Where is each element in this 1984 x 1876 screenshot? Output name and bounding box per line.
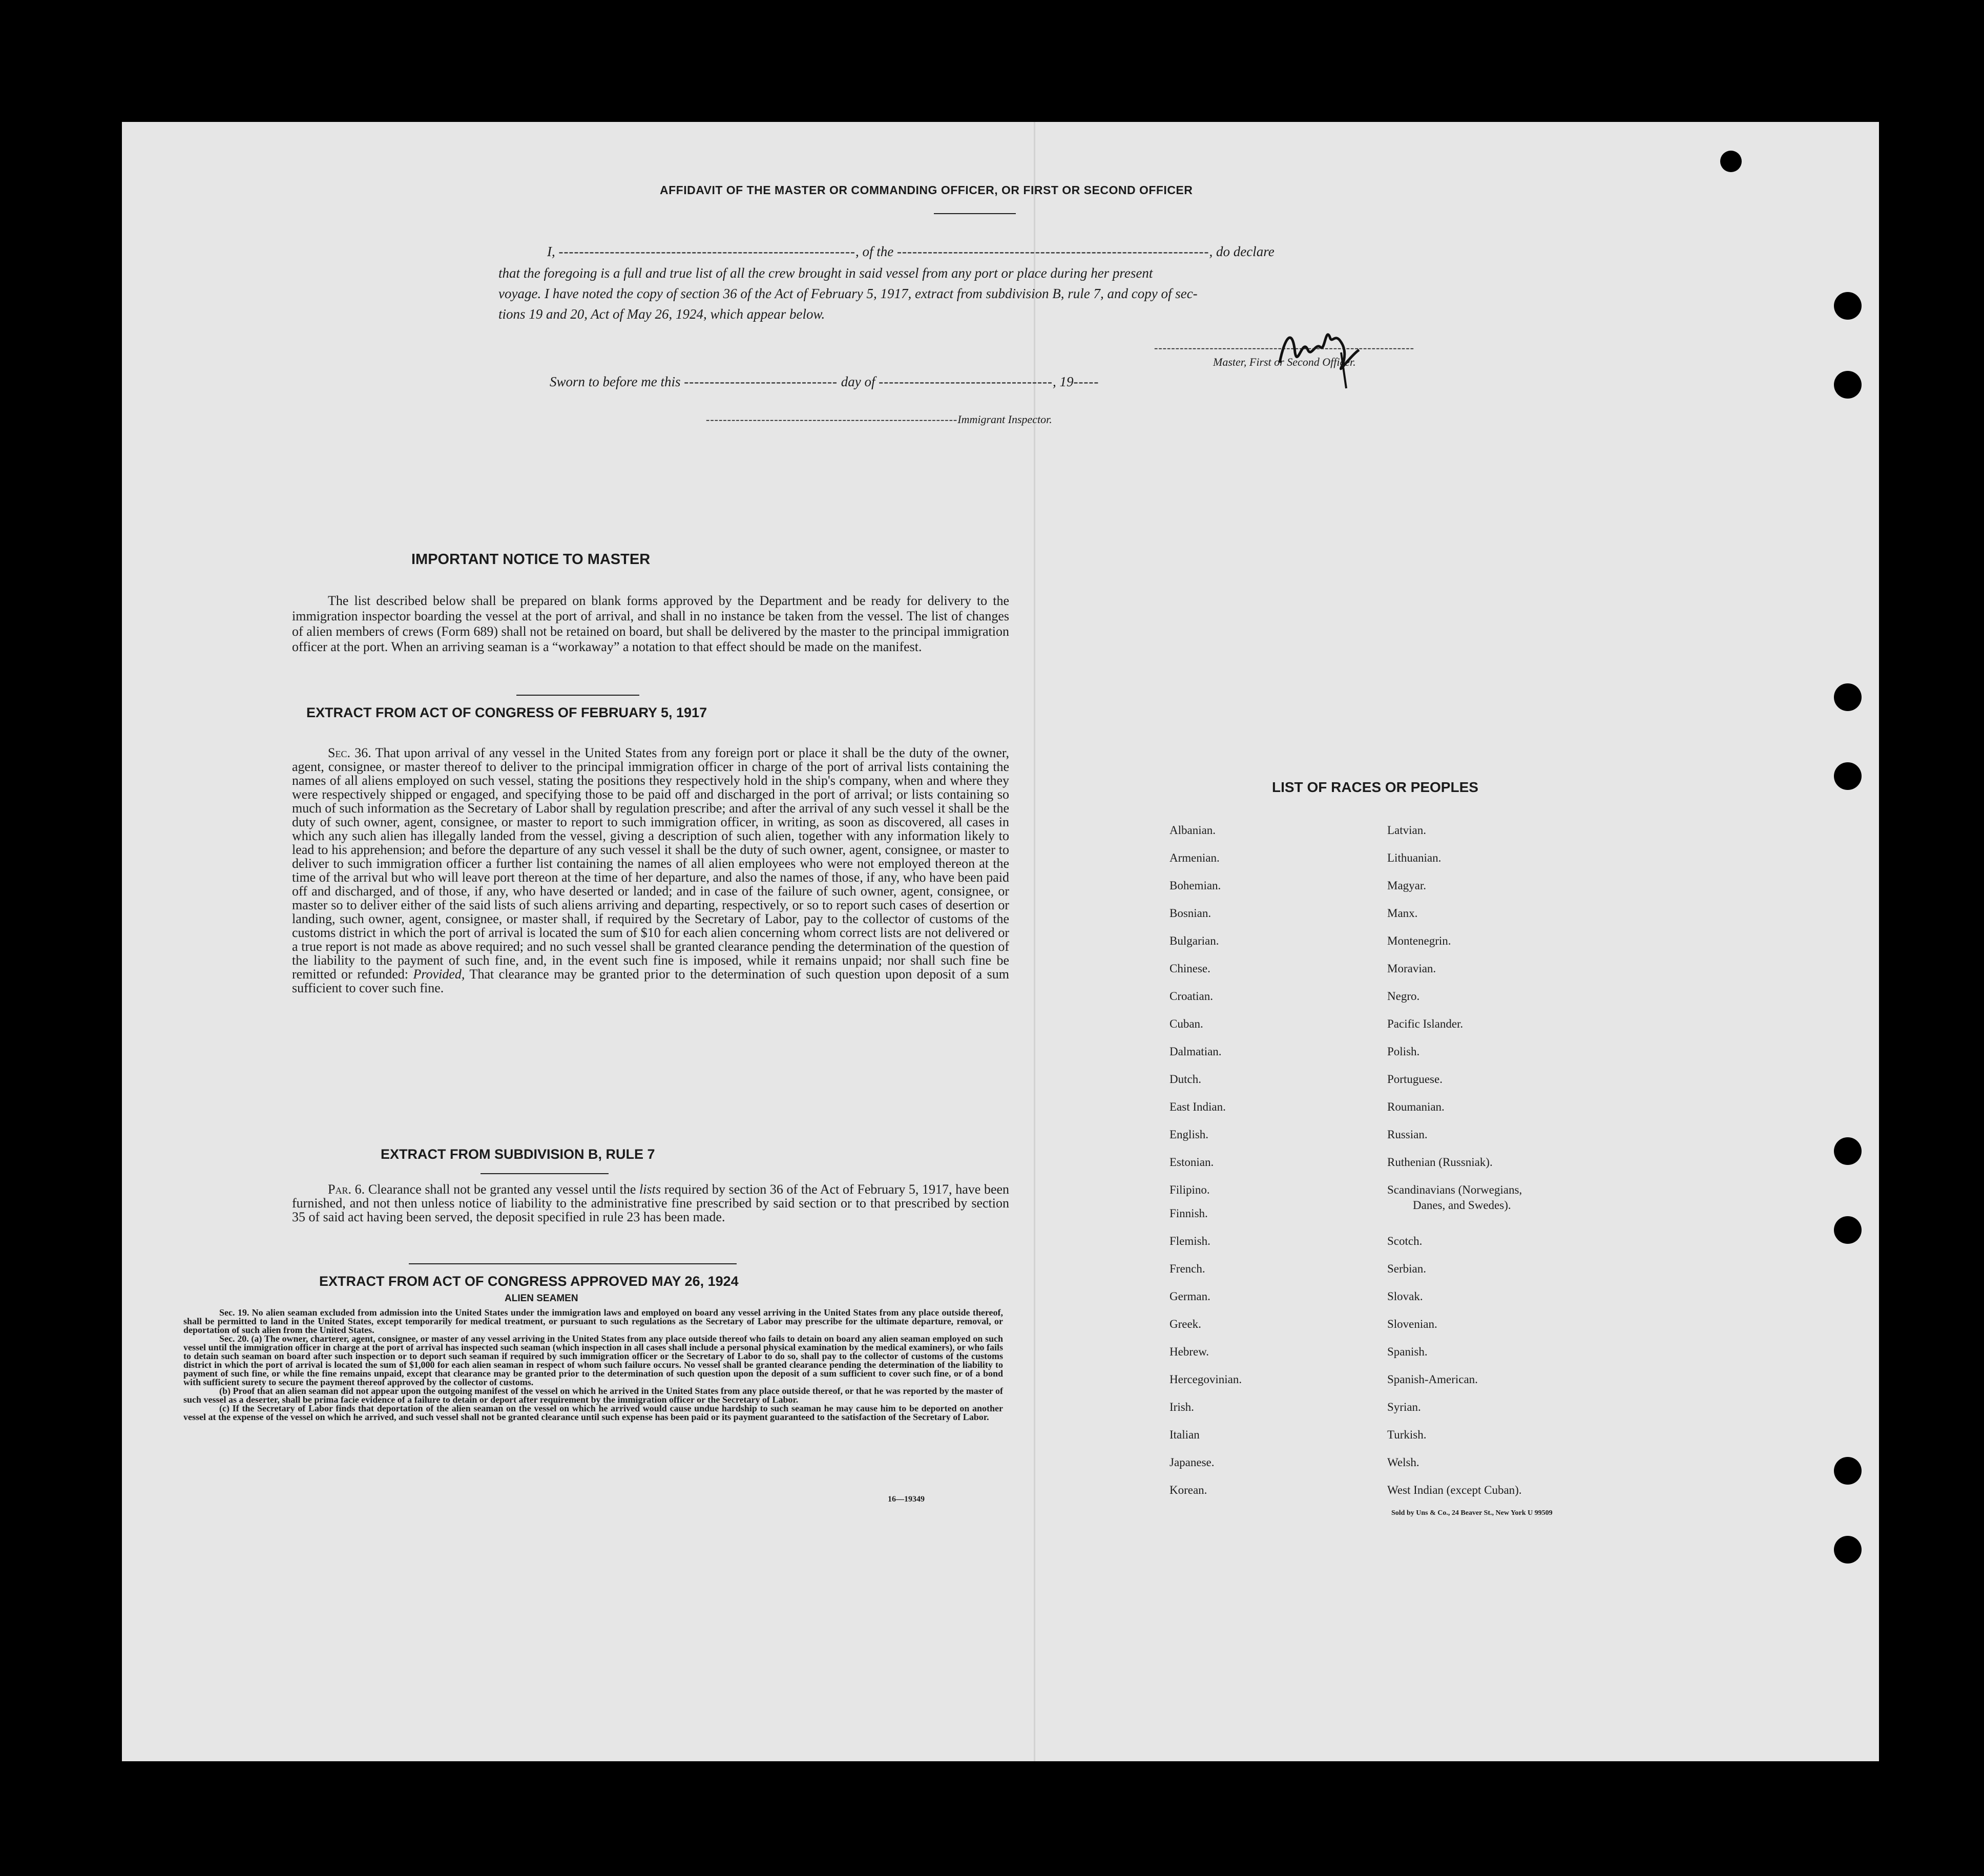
par-6-text-a: Clearance shall not be granted any vessel until the (368, 1182, 636, 1197)
year-blank: ----- (1073, 374, 1099, 389)
year-label: , 19 (1052, 374, 1074, 389)
sworn-line (550, 374, 1099, 390)
race-scandinavians: Scandinavians (Norwegians, (1387, 1183, 1522, 1196)
punch-hole (1834, 683, 1862, 711)
race-finnish: Finnish. (1169, 1207, 1208, 1220)
extract-1917-body (292, 746, 1009, 995)
race-dalmatian: Dalmatian. (1169, 1045, 1222, 1058)
race-magyar: Magyar. (1387, 879, 1427, 892)
sec-20b-text: (b) Proof that an alien seaman did not appear upon the outgoing manifest of the vessel on which he arrived in the United States from any place outside thereof, or that he was reported by the master of such vessel as a deserter, shall be prima facie evidence of a failure to detain or deport after requirement by the immigration officer or the Secretary of Labor. (183, 1386, 1003, 1405)
par-6-lists: lists (639, 1182, 661, 1197)
sec-20a-text: Sec. 20. (a) The owner, charterer, agent, consignee, or master of any vessel arriving in the United States from any place outside thereof who fails to detain on board any alien seaman employed on such vessel until the immigration officer in charge at the port of arrival has inspected such seaman (which inspection in all cases shall include a personal physical examination by the medical examiners), or who fails to detain such seaman on board after such inspection or to deport such seaman if required by such immigration officer or the Secretary of Labor to do so, shall pay to the collector of customs of the customs district in which the port of arrival is located the sum of $1,000 for each alien seaman in respect of whom such failure occurs. No vessel shall be granted clearance pending the determination of the liability to payment of such fine, or while the fine remains unpaid, except that clearance may be granted prior to the determination of such question upon the deposit of a sum sufficient to cover such fine, or of a bond with sufficient surety to secure the payment thereof approved by the collector of customs. (183, 1333, 1003, 1387)
inspector-line (706, 413, 1052, 426)
rule-7-title: EXTRACT FROM SUBDIVISION B, RULE 7 (381, 1147, 655, 1162)
race-spanish: Spanish. (1387, 1345, 1428, 1358)
affidavit-body-1: that the foregoing is a full and true list of all the crew brought in said vessel from any port or place during her present (498, 265, 1153, 281)
punch-hole (1834, 292, 1862, 320)
race-korean: Korean. (1169, 1484, 1207, 1496)
proviso-text: That clearance may be granted prior to the determination of such question upon deposit of a sum sufficient to cover such fine. (292, 967, 1010, 995)
rule-7-body (292, 1182, 1009, 1224)
race-slovak: Slovak. (1387, 1290, 1423, 1303)
race-portuguese: Portuguese. (1387, 1073, 1443, 1086)
signature-line: ------------------------------------------------------------- (1154, 341, 1414, 354)
race-english: English. (1169, 1128, 1209, 1141)
day-of-label: day of (841, 374, 875, 389)
race-greek: Greek. (1169, 1318, 1201, 1330)
affidavit-of-label: , of the (855, 244, 894, 259)
form-page (122, 122, 1879, 1761)
act-1924-body (183, 1308, 1003, 1422)
notice-title: IMPORTANT NOTICE TO MASTER (411, 551, 651, 568)
punch-hole (1834, 1137, 1862, 1165)
race-armenian: Armenian. (1169, 851, 1220, 864)
punch-hole (1720, 151, 1742, 172)
sec-36-label: Sec. 36. (328, 745, 371, 760)
race-latvian: Latvian. (1387, 824, 1426, 837)
race-irish: Irish. (1169, 1401, 1194, 1413)
race-serbian: Serbian. (1387, 1262, 1427, 1275)
affidavit-declare-label: , do declare (1209, 244, 1275, 259)
signature-label: Master, First or Second Officer. (1213, 356, 1356, 368)
sworn-label: Sworn to before me this (550, 374, 681, 389)
race-bosnian: Bosnian. (1169, 907, 1212, 920)
race-syrian: Syrian. (1387, 1401, 1421, 1413)
form-number: 16—19349 (888, 1495, 925, 1504)
extract-1917-title: EXTRACT FROM ACT OF CONGRESS OF FEBRUARY 5, 1917 (306, 705, 707, 720)
sworn-month-blank: ---------------------------------- (879, 374, 1053, 389)
sworn-day-blank: ------------------------------ (684, 374, 838, 389)
races-title: LIST OF RACES OR PEOPLES (1272, 779, 1478, 795)
act-1924-title: EXTRACT FROM ACT OF CONGRESS APPROVED MAY 26, 1924 (319, 1274, 739, 1289)
race-cuban: Cuban. (1169, 1017, 1203, 1030)
race-filipino: Filipino. (1169, 1183, 1210, 1196)
affidavit-title: AFFIDAVIT OF THE MASTER OR COMMANDING OFFICER, OR FIRST OR SECOND OFFICER (660, 183, 1193, 197)
race-welsh: Welsh. (1387, 1456, 1419, 1469)
race-montenegrin: Montenegrin. (1387, 934, 1451, 947)
affidavit-i-label: I, (547, 244, 555, 259)
race-bulgarian: Bulgarian. (1169, 934, 1219, 947)
punch-hole (1834, 1216, 1862, 1244)
race-bohemian: Bohemian. (1169, 879, 1221, 892)
race-roumanian: Roumanian. (1387, 1100, 1445, 1113)
race-pacific-islander: Pacific Islander. (1387, 1017, 1464, 1030)
sec-20c-text: (c) If the Secretary of Labor finds that deportation of the alien seaman on the vessel on which he arrived would cause undue hardship to such seaman he may cause him to be deported on another vessel at the expense of the vessel on which he arrived, and such vessel shall not be granted clearance until such expense has been paid or its payment guaranteed to the satisfaction of the Secretary of Labor. (183, 1403, 1003, 1422)
race-lithuanian: Lithuanian. (1387, 851, 1442, 864)
proviso-word: Provided, (413, 967, 465, 982)
race-manx: Manx. (1387, 907, 1418, 920)
par-6-text-b: required by section 36 of the Act of February 5, 1917, have been furnished, and not then unless notice of liability to the administrative fine prescribed by said section or to that prescribed by section 35 of said act having been served, the deposit specified in rule 23 has been made. (292, 1182, 1010, 1224)
inspector-label: Immigrant Inspector. (957, 413, 1052, 426)
vessel-blank: ------------------------------------------------------------- (897, 244, 1209, 259)
race-flemish: Flemish. (1169, 1235, 1210, 1247)
race-croatian: Croatian. (1169, 990, 1213, 1003)
race-west-indian: West Indian (except Cuban). (1387, 1484, 1522, 1496)
punch-hole (1834, 1536, 1862, 1564)
race-negro: Negro. (1387, 990, 1420, 1003)
race-hercegovinian: Hercegovinian. (1169, 1373, 1242, 1386)
race-spanish-american: Spanish-American. (1387, 1373, 1478, 1386)
race-ruthenian: Ruthenian (Russniak). (1387, 1156, 1493, 1169)
race-japanese: Japanese. (1169, 1456, 1215, 1469)
affidavit-title-rule (934, 213, 1016, 214)
race-scotch: Scotch. (1387, 1235, 1423, 1247)
race-german: German. (1169, 1290, 1210, 1303)
race-scandinavians-cont: Danes, and Swedes). (1413, 1199, 1511, 1212)
affidavit-body-2: voyage. I have noted the copy of section 36 of the Act of February 5, 1917, extract from subdivision B, rule 7, and copy of sec- (498, 286, 1198, 301)
center-fold (1034, 122, 1035, 1761)
sec-36-text: That upon arrival of any vessel in the United States from any foreign port or place it shall be the duty of the owner, agent, consignee, or master thereof to deliver to the principal immigration officer in charge of the port of arrival lists containing the names of all aliens employed on such vessel, stating the positions they respectively hold in the ship's company, when and where they were respectively shipped or engaged, and specifying those to be paid off and discharged in the port of arrival; or lists containing so much of such information as the Secretary of Labor shall by regulation prescribe; and after the arrival of any such vessel it shall be the duty of such owner, agent, consignee, or master to report to such immigration officer, in writing, as soon as discovered, all cases in which any such alien has illegally landed from the vessel, giving a description of such alien, together with any information likely to lead to his apprehension; and before the departure of any such vessel it shall be the duty of such owner, agent, consignee, or master to deliver to such immigration officer a further list containing the names of all alien employees who were not employed thereon at the time of the arrival but who will leave port thereon at the time of her departure, and also the names of those, if any, who have been paid off and discharged, and of those, if any, who have deserted or landed; and in case of the failure of such owner, agent, consignee, or master so to deliver either of the said lists of such aliens arriving and departing, respectively, or so to report such cases of desertion or landing, such owner, agent, consignee, or master shall, if required by the Secretary of Labor, pay to the collector of customs of the customs district in which the port of arrival is located the sum of $10 for each alien concerning whom correct lists are not delivered or a true report is not made as above required; and no such vessel shall be granted clearance pending the determination of the question of the liability to the payment of such fine, and, in the event such fine is imposed, while it remains unpaid; nor shall such fine be remitted or refunded: (292, 745, 1009, 982)
affidavit-body-3: tions 19 and 20, Act of May 26, 1924, which appear below. (498, 306, 825, 322)
sec-19-text: Sec. 19. No alien seaman excluded from admission into the United States under the immigration laws and employed on board any vessel arriving in the United States from any place outside thereof, shall be permitted to land in the United States, except temporarily for medical treatment, or pursuant to such regulations as the Secretary of Labor may prescribe for the ultimate departure, removal, or deportation of such alien from the United States. (183, 1307, 1003, 1335)
notice-body: The list described below shall be prepared on blank forms approved by the Department and be ready for delivery to the immigration inspector boarding the vessel at the port of arrival, and shall in no instance be taken from the vessel. The list of changes of alien members of crews (Form 689) shall not be retained on board, but shall be delivered by the master to the principal immigration officer at the port. When an arriving seaman is a “workaway” a notation to that effect should be made on the manifest. (292, 593, 1009, 654)
act-1924-top-rule (409, 1263, 737, 1264)
affidavit-line1 (547, 244, 1597, 260)
race-polish: Polish. (1387, 1045, 1420, 1058)
race-slovenian: Slovenian. (1387, 1318, 1437, 1330)
race-moravian: Moravian. (1387, 962, 1436, 975)
printer-imprint: Sold by Uns & Co., 24 Beaver St., New York U 99509 (1391, 1509, 1553, 1517)
punch-hole (1834, 762, 1862, 790)
race-russian: Russian. (1387, 1128, 1428, 1141)
par-6-label: Par. 6. (328, 1182, 365, 1197)
race-albanian: Albanian. (1169, 824, 1216, 837)
inspector-blank: ----------------------------------------------------------- (706, 413, 958, 426)
punch-hole (1834, 1457, 1862, 1485)
name-blank: ---------------------------------------------------------- (558, 244, 855, 259)
act-1924-subtitle: ALIEN SEAMEN (505, 1293, 578, 1304)
race-dutch: Dutch. (1169, 1073, 1201, 1086)
race-estonian: Estonian. (1169, 1156, 1214, 1169)
notice-rule (516, 695, 639, 696)
race-hebrew: Hebrew. (1169, 1345, 1209, 1358)
punch-hole (1834, 371, 1862, 399)
race-chinese: Chinese. (1169, 962, 1210, 975)
race-turkish: Turkish. (1387, 1428, 1427, 1441)
race-east-indian: East Indian. (1169, 1100, 1226, 1113)
rule-7-rule (481, 1173, 609, 1174)
race-italian: Italian (1169, 1428, 1200, 1441)
race-french: French. (1169, 1262, 1205, 1275)
